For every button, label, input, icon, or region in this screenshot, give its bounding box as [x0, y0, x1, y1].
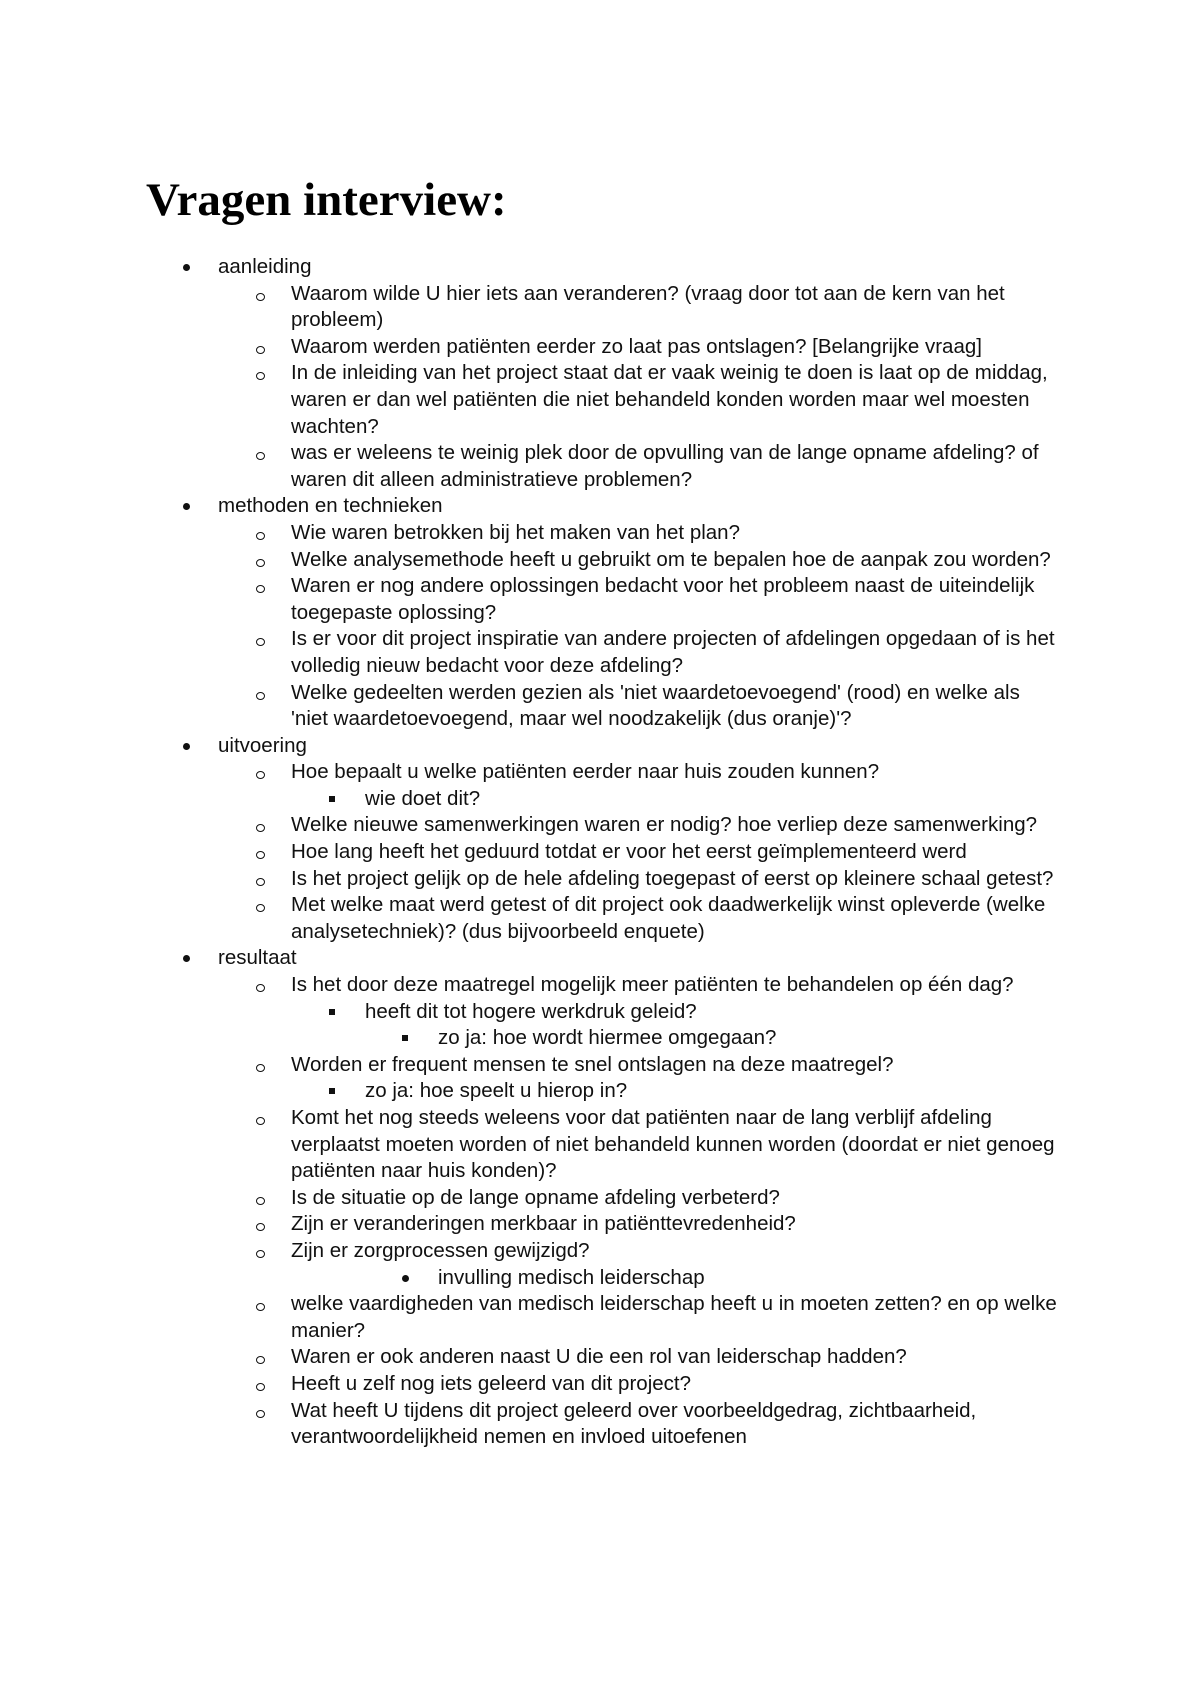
question-text: Waren er ook anderen naast U die een rol van leiderschap hadden? — [291, 1345, 907, 1369]
circle-bullet-icon — [256, 360, 268, 387]
bullet-icon — [183, 254, 193, 281]
question-text: Heeft u zelf nog iets geleerd van dit project? — [291, 1371, 691, 1395]
circle-bullet-icon — [256, 892, 268, 919]
question-text: Waarom werden patiënten eerder zo laat pas ontslagen? [Belangrijke vraag] — [291, 334, 982, 358]
circle-bullet-icon — [256, 520, 268, 547]
section-heading — [0, 733, 1200, 760]
bullet-icon — [183, 945, 193, 972]
circle-bullet-icon — [256, 547, 268, 574]
circle-bullet-icon — [256, 1211, 268, 1238]
circle-bullet-icon — [256, 1238, 268, 1265]
question-item — [0, 1185, 1200, 1212]
question-text: Hoe bepaalt u welke patiënten eerder naar huis zouden kunnen? — [291, 760, 880, 784]
sub-question-item — [0, 786, 1200, 813]
bullet-icon — [183, 493, 193, 520]
section-heading — [0, 945, 1200, 972]
question-item — [0, 573, 1200, 626]
circle-bullet-icon — [256, 1344, 268, 1371]
question-item — [0, 839, 1200, 866]
circle-bullet-icon — [256, 573, 268, 600]
question-text: Waarom wilde U hier iets aan veranderen? (vraag door tot aan de kern van het probleem) — [291, 281, 1005, 332]
question-item — [0, 1398, 1200, 1451]
question-item — [0, 1052, 1200, 1079]
circle-bullet-icon — [256, 972, 268, 999]
question-text: Komt het nog steeds weleens voor dat patiënten naar de lang verblijf afdeling verplaatst moeten worden of niet behandeld kunnen worden (doordat er niet genoeg patiënten naar huis konden)? — [291, 1106, 1055, 1183]
circle-bullet-icon — [256, 440, 268, 467]
question-item — [0, 334, 1200, 361]
question-item — [0, 440, 1200, 493]
square-bullet-icon — [329, 999, 337, 1026]
question-item — [0, 759, 1200, 786]
question-item — [0, 281, 1200, 334]
section-label: resultaat — [218, 946, 297, 970]
question-item — [0, 520, 1200, 547]
page-title: Vragen interview: — [146, 174, 507, 226]
question-text: welke vaardigheden van medisch leiderschap heeft u in moeten zetten? en op welke manier? — [291, 1292, 1057, 1342]
question-text: In de inleiding van het project staat dat er vaak weinig te doen is laat op de middag, waren er dan wel patiënten die niet behandeld konden worden maar wel moesten wachten? — [291, 361, 1048, 438]
question-text: Is de situatie op de lange opname afdeling verbeterd? — [291, 1185, 780, 1209]
circle-bullet-icon — [256, 839, 268, 866]
question-text: Zijn er zorgprocessen gewijzigd? — [291, 1238, 590, 1262]
question-text: Is er voor dit project inspiratie van andere projecten of afdelingen opgedaan of is het volledig nieuw bedacht voor deze afdeling? — [291, 627, 1055, 677]
question-text: Welke nieuwe samenwerkingen waren er nodig? hoe verliep deze samenwerking? — [291, 813, 1038, 837]
circle-bullet-icon — [256, 812, 268, 839]
question-text: Is het door deze maatregel mogelijk meer patiënten te behandelen op één dag? — [291, 973, 1014, 997]
circle-bullet-icon — [256, 680, 268, 707]
circle-bullet-icon — [256, 281, 268, 308]
question-item — [0, 680, 1200, 733]
section-heading — [0, 254, 1200, 281]
question-text: zo ja: hoe wordt hiermee omgegaan? — [438, 1026, 777, 1050]
circle-bullet-icon — [256, 866, 268, 893]
bullet-icon — [402, 1265, 412, 1292]
question-item — [0, 360, 1200, 440]
circle-bullet-icon — [256, 759, 268, 786]
question-item — [0, 1291, 1200, 1344]
section-heading — [0, 493, 1200, 520]
question-text: Wie waren betrokken bij het maken van het plan? — [291, 520, 740, 544]
question-text: Zijn er veranderingen merkbaar in patiënttevredenheid? — [291, 1212, 796, 1236]
question-item — [0, 972, 1200, 999]
circle-bullet-icon — [256, 1398, 268, 1425]
section-label: aanleiding — [218, 255, 312, 278]
circle-bullet-icon — [256, 1371, 268, 1398]
square-bullet-icon — [402, 1025, 412, 1052]
question-text: Welke gedeelten werden gezien als 'niet waardetoevoegend' (rood) en welke als 'niet waardetoevoegend, maar wel noodzakelijk (dus oranje)'? — [291, 680, 1020, 731]
circle-bullet-icon — [256, 334, 268, 361]
circle-bullet-icon — [256, 626, 268, 653]
circle-bullet-icon — [256, 1105, 268, 1132]
question-text: Is het project gelijk op de hele afdeling toegepast of eerst op kleinere schaal getest? — [291, 866, 1054, 890]
sub-sub-question-item — [0, 1025, 1200, 1052]
sub-sub-question-item — [0, 1265, 1200, 1292]
question-text: wie doet dit? — [365, 786, 481, 810]
sub-question-item — [0, 1078, 1200, 1105]
bullet-icon — [183, 733, 193, 760]
question-item — [0, 547, 1200, 574]
section-label: methoden en technieken — [218, 494, 443, 518]
question-text: Welke analysemethode heeft u gebruikt om te bepalen hoe de aanpak zou worden? — [291, 547, 1051, 571]
sub-question-item — [0, 999, 1200, 1026]
question-text: Worden er frequent mensen te snel ontslagen na deze maatregel? — [291, 1052, 894, 1076]
circle-bullet-icon — [256, 1185, 268, 1212]
section-label: uitvoering — [218, 733, 307, 757]
question-item — [0, 892, 1200, 945]
circle-bullet-icon — [256, 1291, 268, 1318]
question-text: Met welke maat werd getest of dit project ook daadwerkelijk winst opleverde (welke analysetechniek)? (dus bijvoorbeeld enquete) — [291, 893, 1046, 943]
question-item — [0, 866, 1200, 893]
square-bullet-icon — [329, 1078, 337, 1105]
question-outline — [0, 254, 1200, 1451]
circle-bullet-icon — [256, 1052, 268, 1079]
question-text: invulling medisch leiderschap — [438, 1265, 705, 1289]
question-item — [0, 812, 1200, 839]
question-text: zo ja: hoe speelt u hierop in? — [365, 1079, 628, 1103]
question-item — [0, 1371, 1200, 1398]
question-item — [0, 1211, 1200, 1238]
question-text: was er weleens te weinig plek door de opvulling van de lange opname afdeling? of waren dit alleen administratieve problemen? — [291, 441, 1039, 491]
question-item — [0, 1238, 1200, 1265]
question-text: heeft dit tot hogere werkdruk geleid? — [365, 999, 697, 1023]
square-bullet-icon — [329, 786, 337, 813]
question-item — [0, 1105, 1200, 1185]
question-item — [0, 626, 1200, 679]
question-text: Wat heeft U tijdens dit project geleerd over voorbeeldgedrag, zichtbaarheid, verantwoordelijkheid nemen en invloed uitoefenen — [291, 1398, 977, 1449]
question-text: Waren er nog andere oplossingen bedacht voor het probleem naast de uiteindelijk toegepaste oplossing? — [291, 574, 1035, 624]
question-item — [0, 1344, 1200, 1371]
question-text: Hoe lang heeft het geduurd totdat er voor het eerst geïmplementeerd werd — [291, 840, 967, 864]
